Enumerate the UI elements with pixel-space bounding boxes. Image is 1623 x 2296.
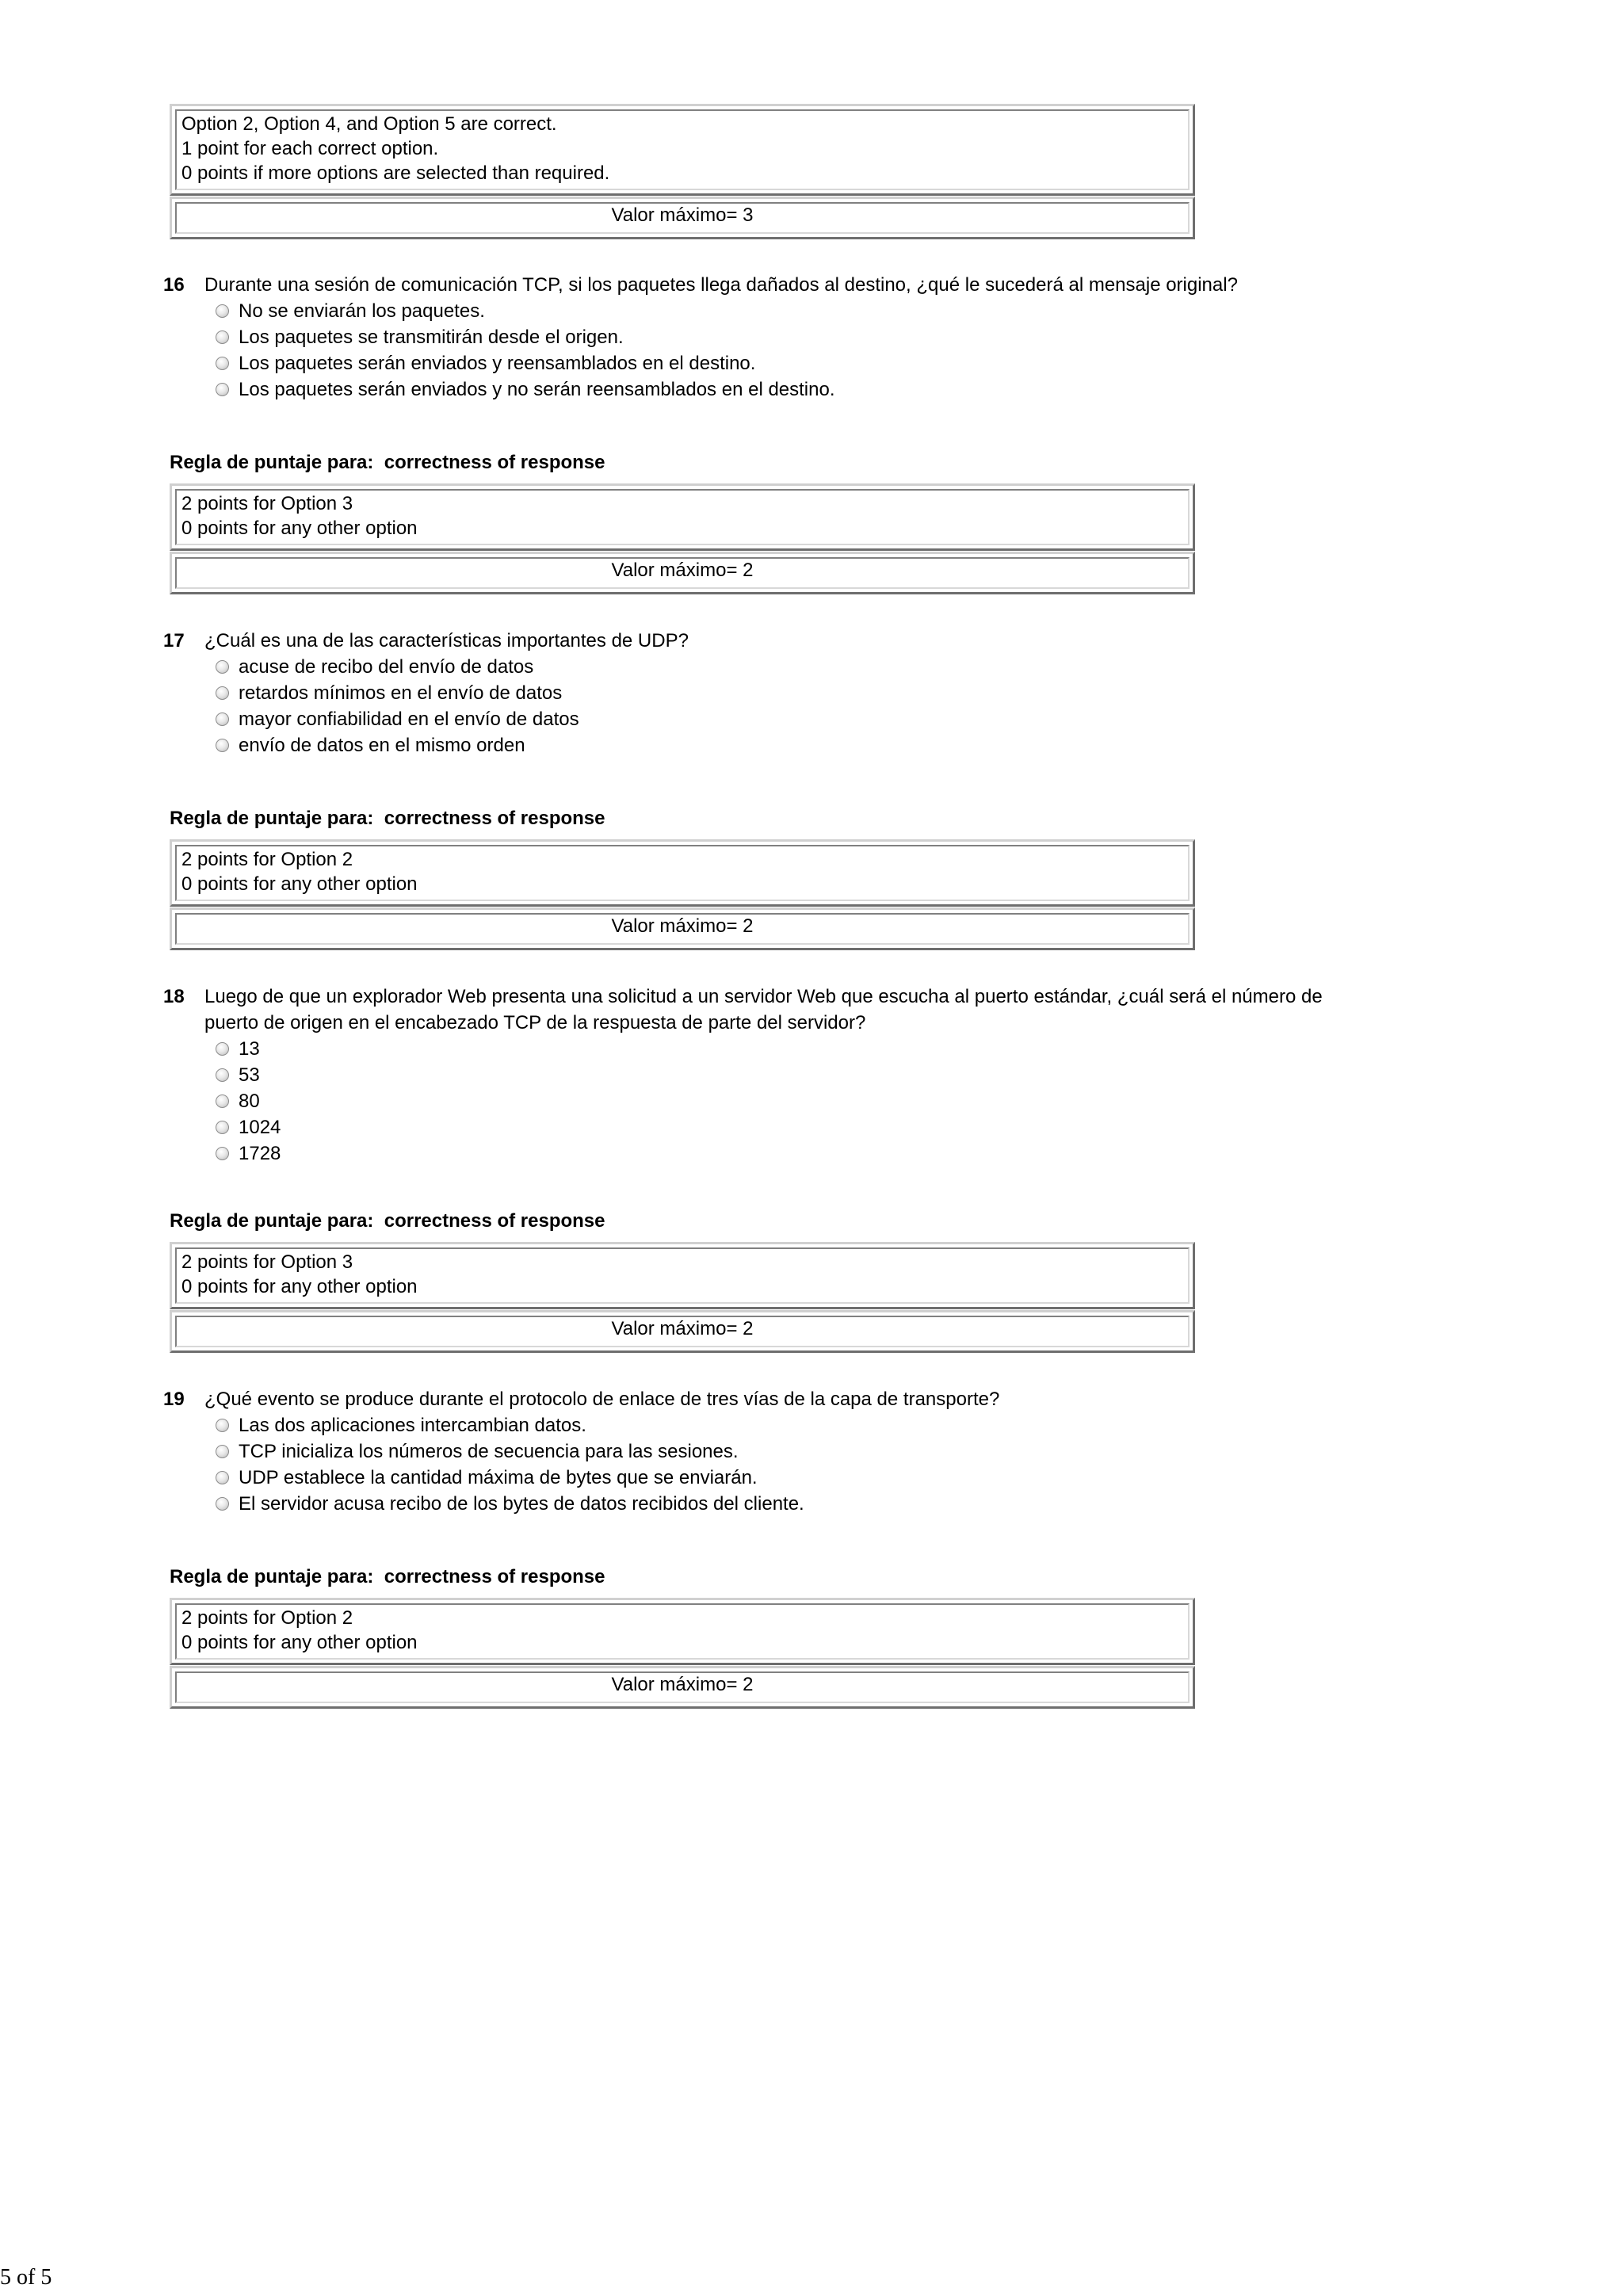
- question-17: [163, 628, 1400, 758]
- max-value-box: [170, 907, 1195, 950]
- max-value-box: [170, 552, 1195, 594]
- option-label: mayor confiabilidad en el envío de datos: [239, 709, 579, 730]
- scoring-line: 2 points for Option 2: [181, 1607, 353, 1629]
- options-list: [216, 1036, 1400, 1167]
- radio-button-icon[interactable]: [216, 1147, 229, 1160]
- scoring-rule-label: Regla de puntaje para: correctness of response: [170, 1210, 605, 1232]
- page-indicator: 5 of 5: [0, 2265, 52, 2290]
- option-item[interactable]: [216, 1412, 1400, 1438]
- radio-button-icon[interactable]: [216, 1497, 229, 1511]
- scoring-line: 0 points if more options are selected than required.: [181, 162, 610, 184]
- option-item[interactable]: [216, 350, 1400, 376]
- max-value-box: [170, 197, 1195, 239]
- option-item[interactable]: [216, 654, 1400, 680]
- radio-button-icon[interactable]: [216, 304, 229, 318]
- options-list: [216, 654, 1400, 758]
- option-item[interactable]: [216, 1491, 1400, 1517]
- question-text-continued: puerto de origen en el encabezado TCP de la respuesta de parte del servidor?: [204, 1012, 866, 1033]
- option-item[interactable]: [216, 324, 1400, 350]
- option-item[interactable]: [216, 706, 1400, 732]
- question-number: 18: [163, 986, 185, 1007]
- scoring-line: 0 points for any other option: [181, 1276, 418, 1297]
- scoring-rule-label: Regla de puntaje para: correctness of response: [170, 452, 605, 473]
- option-item[interactable]: [216, 1114, 1400, 1140]
- radio-button-icon[interactable]: [216, 660, 229, 674]
- scoring-line: Option 2, Option 4, and Option 5 are correct.: [181, 113, 557, 135]
- scoring-box: [170, 839, 1195, 907]
- option-item[interactable]: [216, 298, 1400, 324]
- option-label: UDP establece la cantidad máxima de bytes que se enviarán.: [239, 1467, 758, 1488]
- question-text: Durante una sesión de comunicación TCP, si los paquetes llega dañados al destino, ¿qué le sucederá al mensaje original?: [204, 274, 1238, 296]
- max-value-text: Valor máximo= 3: [175, 202, 1190, 234]
- max-value-text: Valor máximo= 2: [175, 913, 1190, 945]
- scoring-text: [175, 1247, 1190, 1304]
- option-item[interactable]: [216, 376, 1400, 403]
- max-value-text: Valor máximo= 2: [175, 557, 1190, 589]
- scoring-line: 0 points for any other option: [181, 1632, 418, 1653]
- options-list: [216, 1412, 1400, 1517]
- option-label: 80: [239, 1091, 260, 1112]
- option-label: retardos mínimos en el envío de datos: [239, 682, 563, 704]
- radio-button-icon[interactable]: [216, 712, 229, 726]
- scoring-text: [175, 1603, 1190, 1660]
- option-item[interactable]: [216, 1036, 1400, 1062]
- question-16: [163, 272, 1400, 403]
- option-label: Las dos aplicaciones intercambian datos.: [239, 1415, 586, 1436]
- scoring-box: [170, 104, 1195, 196]
- radio-button-icon[interactable]: [216, 1121, 229, 1134]
- radio-button-icon[interactable]: [216, 1419, 229, 1432]
- scoring-line: 1 point for each correct option.: [181, 138, 439, 159]
- question-19: [163, 1386, 1400, 1517]
- scoring-line: 2 points for Option 3: [181, 1251, 353, 1273]
- question-18: [163, 984, 1400, 1167]
- max-value-text: Valor máximo= 2: [175, 1671, 1190, 1703]
- radio-button-icon[interactable]: [216, 739, 229, 752]
- question-text: ¿Qué evento se produce durante el protocolo de enlace de tres vías de la capa de transporte?: [204, 1389, 1000, 1410]
- radio-button-icon[interactable]: [216, 1068, 229, 1082]
- scoring-rule-label: Regla de puntaje para: correctness of response: [170, 1566, 605, 1587]
- option-label: 1728: [239, 1143, 281, 1164]
- question-text: Luego de que un explorador Web presenta una solicitud a un servidor Web que escucha al puerto estándar, ¿cuál será el número de: [204, 986, 1323, 1007]
- option-label: acuse de recibo del envío de datos: [239, 656, 534, 678]
- scoring-line: 0 points for any other option: [181, 873, 418, 895]
- scoring-text: [175, 489, 1190, 545]
- radio-button-icon[interactable]: [216, 1445, 229, 1458]
- option-label: Los paquetes serán enviados y reensamblados en el destino.: [239, 353, 756, 374]
- scoring-line: 0 points for any other option: [181, 518, 418, 539]
- scoring-rule-label: Regla de puntaje para: correctness of response: [170, 808, 605, 829]
- max-value-box: [170, 1310, 1195, 1353]
- radio-button-icon[interactable]: [216, 383, 229, 396]
- option-item[interactable]: [216, 1140, 1400, 1167]
- question-number: 16: [163, 274, 185, 296]
- question-number: 19: [163, 1389, 185, 1410]
- scoring-line: 2 points for Option 3: [181, 493, 353, 514]
- scoring-line: 2 points for Option 2: [181, 849, 353, 870]
- max-value-text: Valor máximo= 2: [175, 1316, 1190, 1347]
- radio-button-icon[interactable]: [216, 1471, 229, 1484]
- option-label: Los paquetes se transmitirán desde el origen.: [239, 327, 624, 348]
- option-label: El servidor acusa recibo de los bytes de datos recibidos del cliente.: [239, 1493, 804, 1515]
- option-item[interactable]: [216, 1438, 1400, 1465]
- scoring-box: [170, 1242, 1195, 1309]
- option-label: 1024: [239, 1117, 281, 1138]
- scoring-box: [170, 1598, 1195, 1665]
- radio-button-icon[interactable]: [216, 686, 229, 700]
- radio-button-icon[interactable]: [216, 1095, 229, 1108]
- radio-button-icon[interactable]: [216, 330, 229, 344]
- option-label: 13: [239, 1038, 260, 1060]
- option-item[interactable]: [216, 1088, 1400, 1114]
- option-label: Los paquetes serán enviados y no serán reensamblados en el destino.: [239, 379, 835, 400]
- option-label: No se enviarán los paquetes.: [239, 300, 485, 322]
- scoring-box: [170, 483, 1195, 551]
- option-item[interactable]: [216, 732, 1400, 758]
- radio-button-icon[interactable]: [216, 1042, 229, 1056]
- option-label: 53: [239, 1064, 260, 1086]
- radio-button-icon[interactable]: [216, 357, 229, 370]
- scoring-text: [175, 109, 1190, 190]
- question-number: 17: [163, 630, 185, 651]
- option-label: envío de datos en el mismo orden: [239, 735, 525, 756]
- option-label: TCP inicializa los números de secuencia para las sesiones.: [239, 1441, 739, 1462]
- options-list: [216, 298, 1400, 403]
- option-item[interactable]: [216, 1465, 1400, 1491]
- question-text: ¿Cuál es una de las características importantes de UDP?: [204, 630, 689, 651]
- scoring-text: [175, 845, 1190, 901]
- option-item[interactable]: [216, 1062, 1400, 1088]
- max-value-box: [170, 1666, 1195, 1709]
- option-item[interactable]: [216, 680, 1400, 706]
